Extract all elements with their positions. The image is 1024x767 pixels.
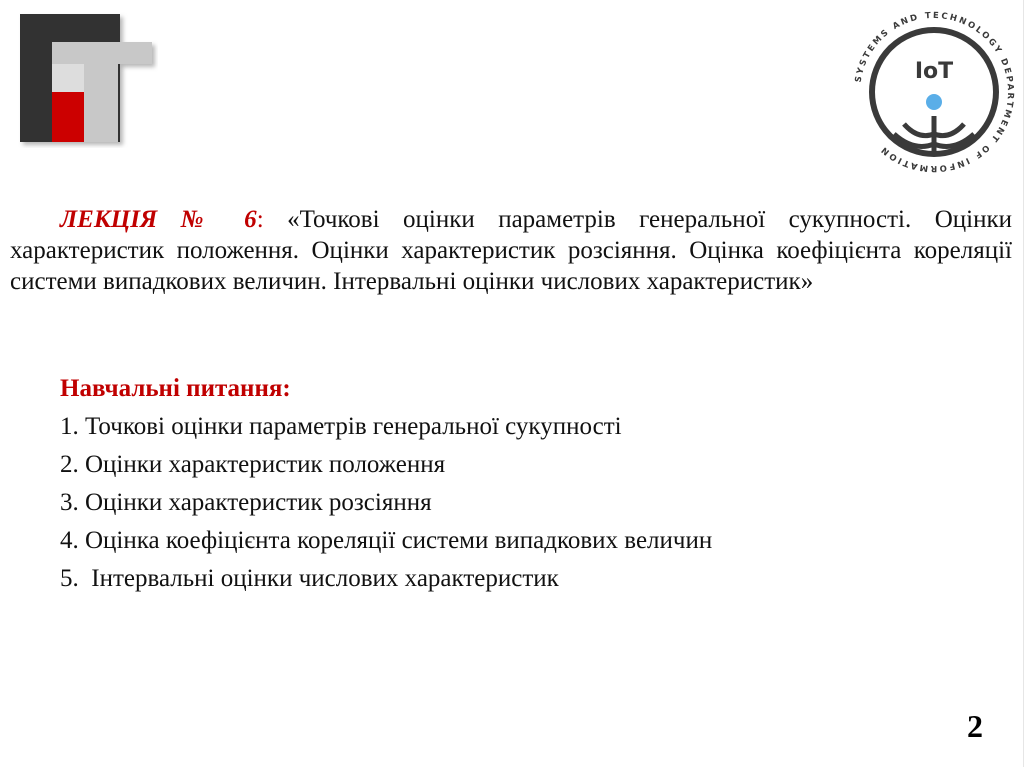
iot-logo-text: IoT bbox=[914, 59, 954, 84]
list-item: 5. Інтервальні оцінки числових характеристик bbox=[60, 565, 559, 592]
list-item: 2. Оцінки характеристик положення bbox=[60, 451, 446, 478]
lecture-title bbox=[10, 204, 1012, 297]
questions-heading: Навчальні питання: bbox=[60, 375, 291, 402]
iot-ring-text: SYSTEMS AND TECHNOLOGY DEPARTMENT OF INFORMATION bbox=[853, 10, 1016, 174]
questions-list bbox=[60, 408, 960, 598]
lecture-colon: : bbox=[256, 206, 264, 233]
list-item: 1. Точкові оцінки параметрів генеральної сукупності bbox=[60, 413, 622, 440]
fit-logo-icon bbox=[18, 12, 158, 148]
list-item: 4. Оцінка коефіцієнта кореляції системи випадкових величин bbox=[60, 527, 713, 554]
lecture-text: «Точкові оцінки параметрів генеральної сукупності. Оцінки характеристик положення. Оцінки характеристик розсіяння. Оцінка коефіцієнта кореляції системи випадкових величин. Інтервальні оцінки числових характеристик» bbox=[10, 206, 1012, 295]
lecture-label: ЛЕКЦІЯ № 6 bbox=[60, 206, 257, 233]
iot-logo-icon bbox=[848, 6, 1020, 178]
study-questions bbox=[60, 370, 960, 598]
list-item: 3. Оцінки характеристик розсіяння bbox=[60, 489, 432, 516]
page-number: 2 bbox=[967, 708, 983, 744]
